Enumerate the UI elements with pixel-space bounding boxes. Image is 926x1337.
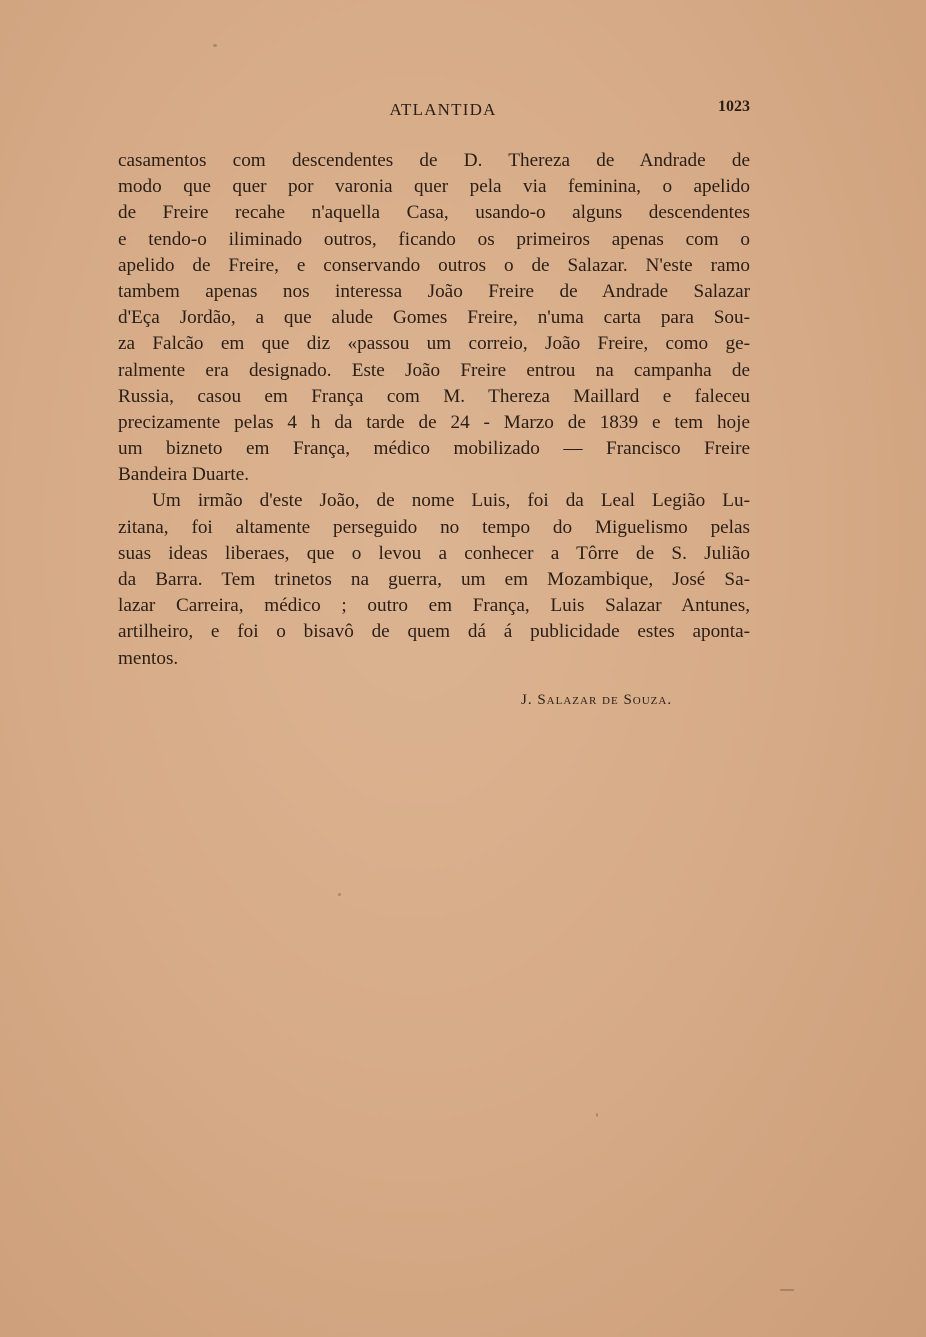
text-line: Bandeira Duarte. (118, 464, 250, 486)
text-line: um bizneto em França, médico mobilizado — Francisco Freire (118, 438, 750, 460)
text-line: modo que quer por varonia quer pela via feminina, o apelido (118, 176, 750, 198)
text-line: precizamente pelas 4 h da tarde de 24 - Marzo de 1839 e tem hoje (118, 411, 750, 433)
paper-speck (213, 44, 217, 47)
text-line: casamentos com descendentes de D. Thereza de Andrade de (118, 150, 750, 171)
text-line: ralmente era designado. Este João Freire entrou na campanha de (118, 359, 750, 381)
text-line: suas ideas liberaes, que o levou a conhecer a Tôrre de S. Julião (118, 542, 750, 564)
text-line: zitana, foi altamente perseguido no tempo do Miguelismo pelas (118, 516, 750, 538)
paper-speck (596, 1113, 598, 1117)
author-signature: J. Salazar de Souza. (521, 692, 673, 708)
text-line: lazar Carreira, médico ; outro em França, Luis Salazar Antunes, (118, 595, 750, 617)
running-head (120, 100, 750, 124)
text-line: apelido de Freire, e conservando outros o de Salazar. N'este ramo (118, 254, 750, 276)
paragraph-2 (118, 488, 750, 671)
text-line: Russia, casou em França com M. Thereza Maillard e faleceu (118, 385, 750, 407)
paper-speck (338, 893, 341, 896)
text-line: e tendo-o iliminado outros, ficando os primeiros apenas com o (118, 228, 750, 250)
page-number: 1023 (718, 98, 750, 115)
text-line: tambem apenas nos interessa João Freire de Andrade Salazar (118, 280, 750, 302)
text-line: de Freire recahe n'aquella Casa, usando-o alguns descendentes (118, 202, 750, 224)
body-text (118, 148, 750, 672)
text-line: za Falcão em que diz «passou um correio, João Freire, como ge- (118, 333, 750, 355)
text-line: artilheiro, e foi o bisavô de quem dá á publicidade estes aponta- (118, 621, 750, 643)
text-line: da Barra. Tem trinetos na guerra, um em Mozambique, José Sa- (118, 569, 750, 590)
paragraph-1 (118, 148, 750, 488)
text-line: d'Eça Jordão, a que alude Gomes Freire, n'uma carta para Sou- (118, 307, 750, 329)
paper-speck (780, 1289, 794, 1291)
text-line: Um irmão d'este João, de nome Luis, foi da Leal Legião Lu- (152, 490, 750, 512)
journal-title: ATLANTIDA (389, 100, 497, 119)
text-line: mentos. (118, 647, 179, 669)
